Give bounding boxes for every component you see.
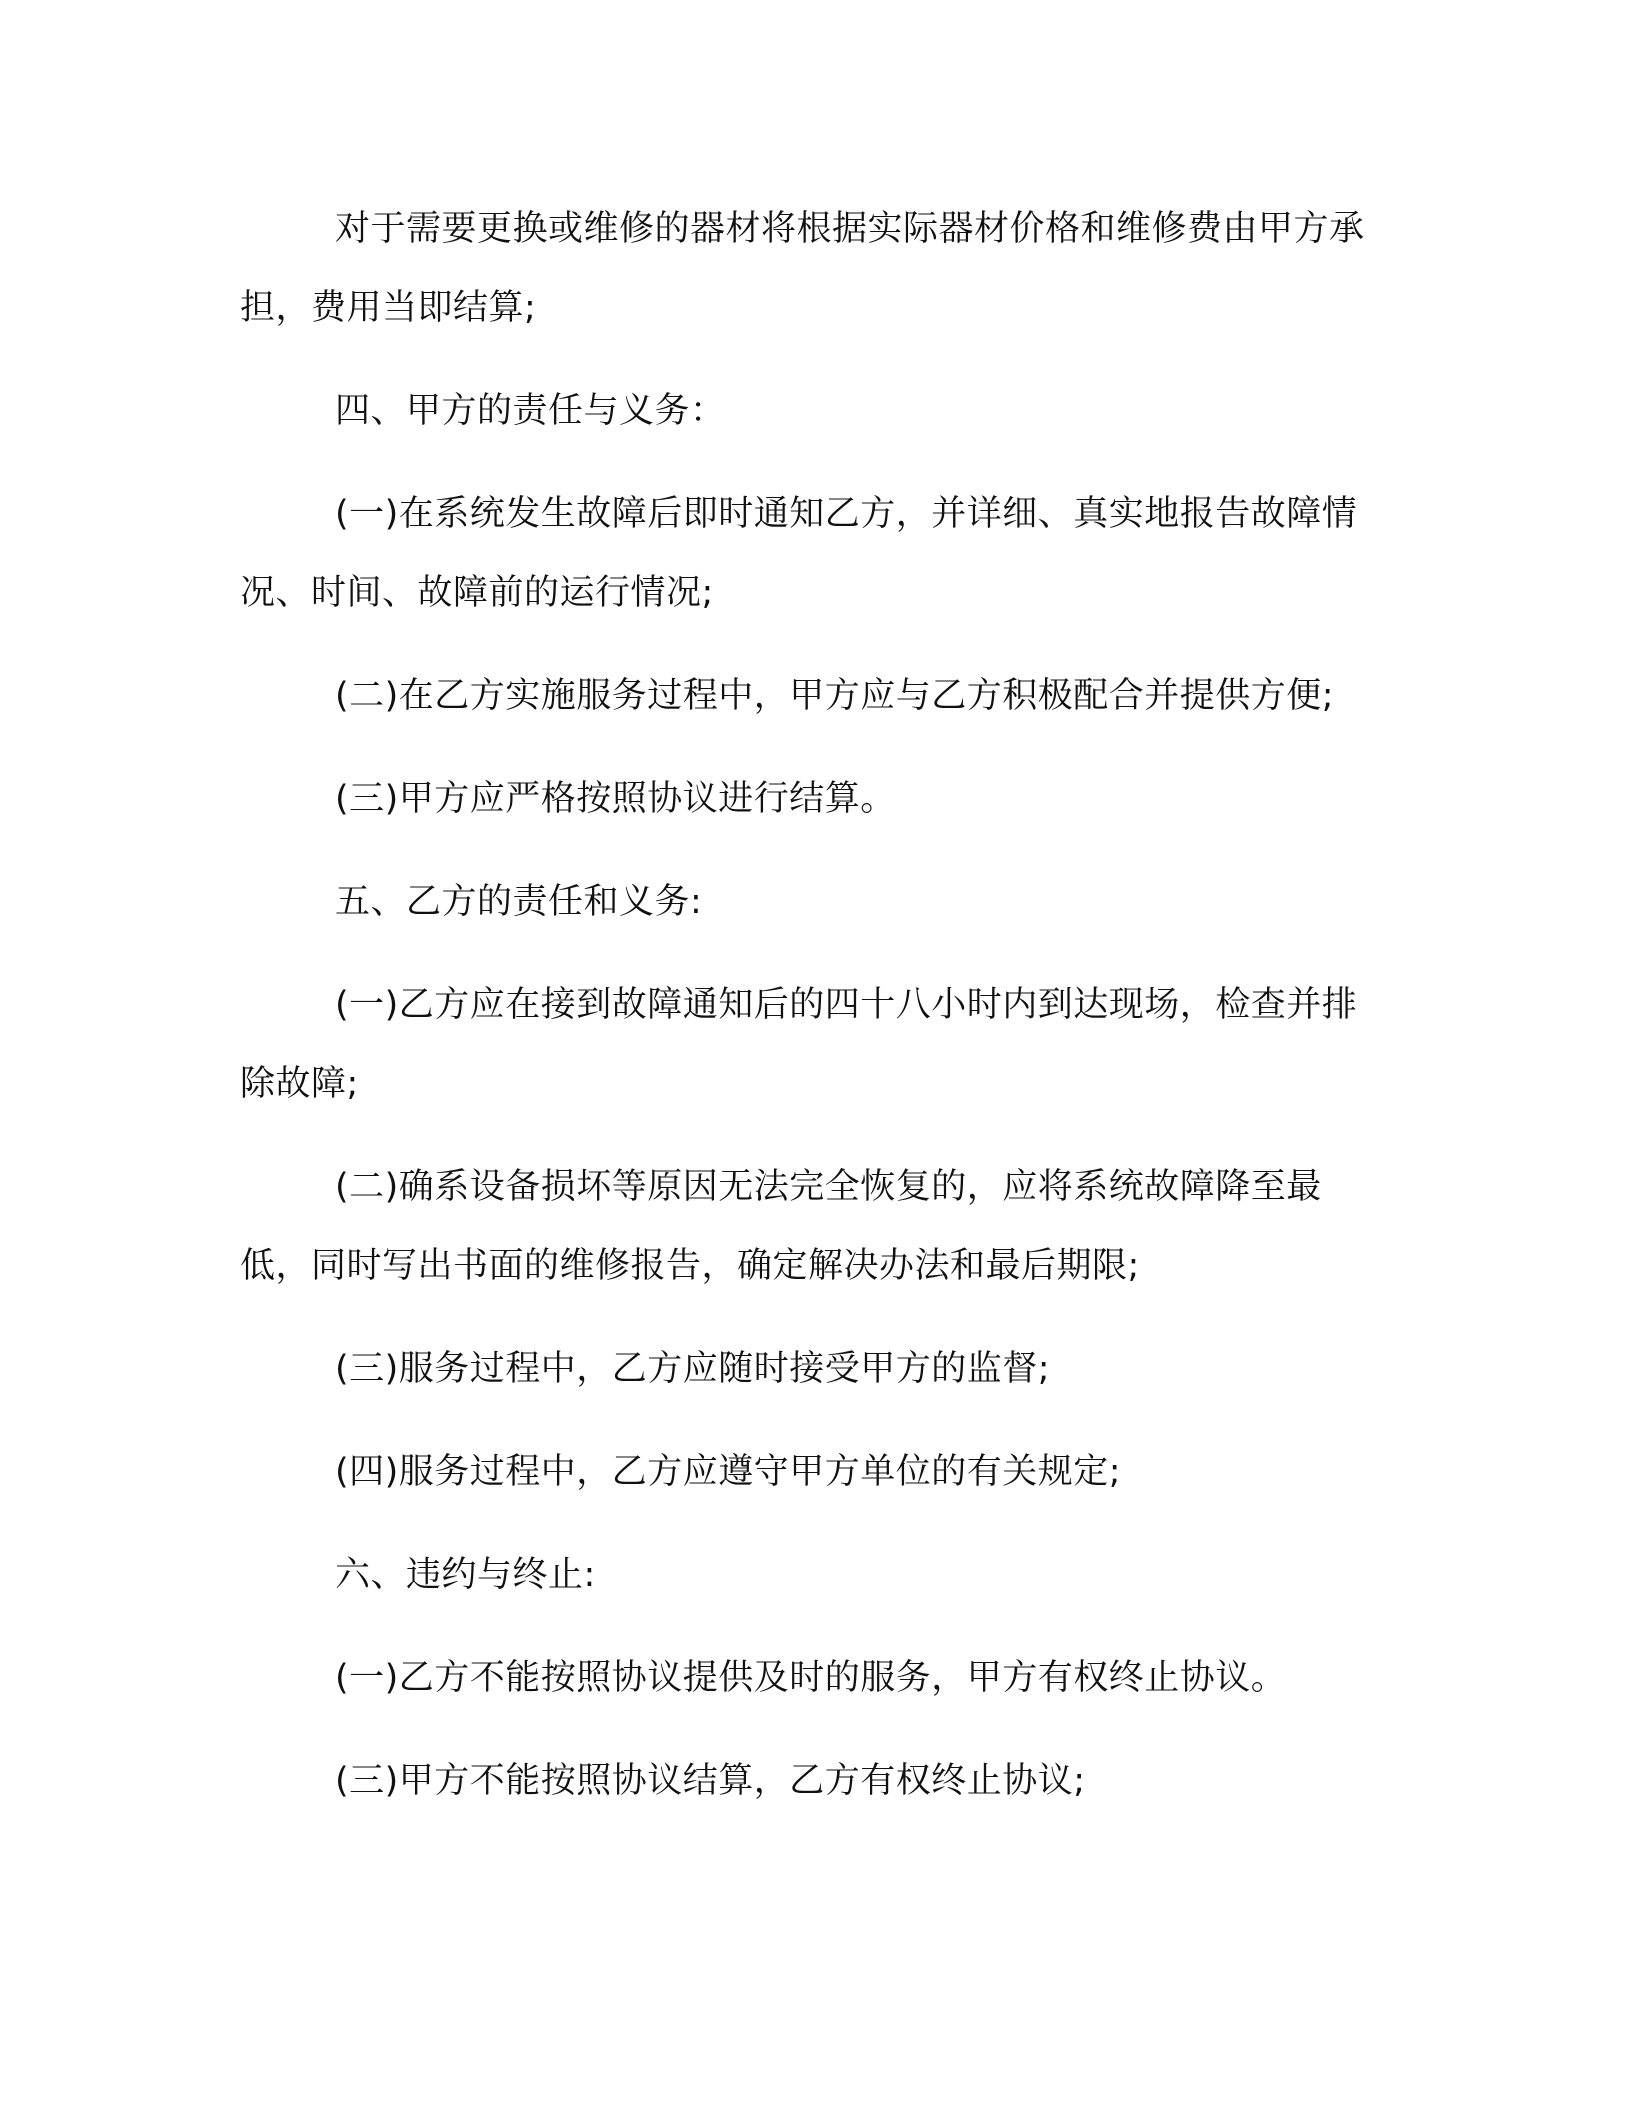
paragraph-6-3: (三)甲方不能按照协议结算，乙方有权终止协议; (335, 1761, 1086, 1801)
heading-section-6: 六、违约与终止: (335, 1555, 596, 1595)
paragraph-repair-cost: 对于需要更换或维修的器材将根据实际器材价格和维修费由甲方承担，费用当即结算; (240, 209, 1365, 328)
heading-section-4: 四、甲方的责任与义务： (335, 391, 726, 431)
paragraph-4-1: (一)在系统发生故障后即时通知乙方，并详细、真实地报告故障情况、时间、故障前的运行情况; (240, 494, 1358, 613)
paragraph-5-1: (一)乙方应在接到故障通知后的四十八小时内到达现场，检查并排除故障; (240, 985, 1358, 1104)
paragraph-4-3: (三)甲方应严格按照协议进行结算。 (335, 779, 896, 819)
heading-section-5: 五、乙方的责任和义务: (335, 882, 703, 922)
paragraph-4-2: (二)在乙方实施服务过程中，甲方应与乙方积极配合并提供方便; (335, 676, 1335, 716)
paragraph-6-1: (一)乙方不能按照协议提供及时的服务，甲方有权终止协议。 (335, 1658, 1287, 1698)
paragraph-5-2: (二)确系设备损坏等原因无法完全恢复的，应将系统故障降至最低，同时写出书面的维修报告，确定解决办法和最后期限; (240, 1167, 1322, 1286)
document-body (240, 190, 1380, 1845)
paragraph-5-3: (三)服务过程中，乙方应随时接受甲方的监督; (335, 1349, 1051, 1389)
paragraph-5-4: (四)服务过程中，乙方应遵守甲方单位的有关规定; (335, 1452, 1122, 1492)
